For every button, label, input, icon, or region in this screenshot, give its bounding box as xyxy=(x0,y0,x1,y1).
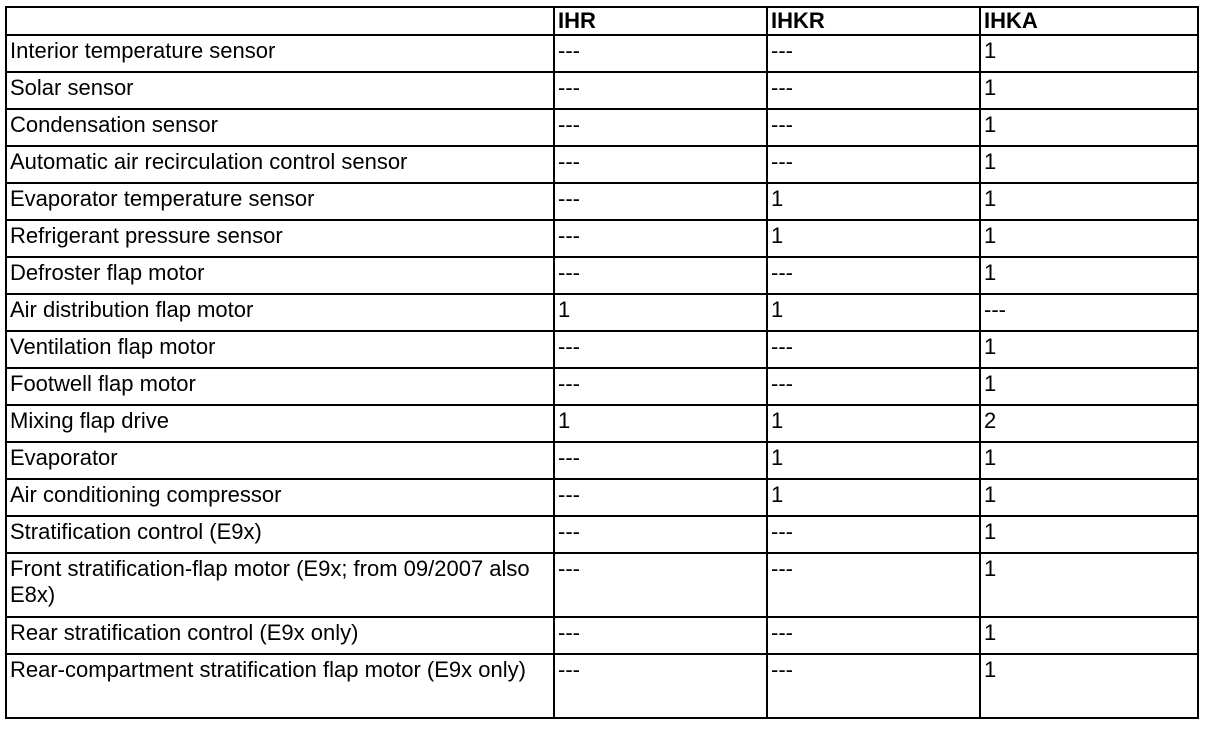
ihr-cell: --- xyxy=(554,257,767,294)
ihr-cell: --- xyxy=(554,516,767,553)
component-name-cell: Mixing flap drive xyxy=(6,405,554,442)
ihkr-cell: --- xyxy=(767,72,980,109)
table-row xyxy=(6,479,1198,516)
ihkr-cell: 1 xyxy=(767,294,980,331)
ihr-cell: --- xyxy=(554,109,767,146)
header-cell-ihkr: IHKR xyxy=(767,7,980,35)
ihka-cell: 1 xyxy=(980,331,1198,368)
component-name-cell: Air conditioning compressor xyxy=(6,479,554,516)
ihka-cell: 1 xyxy=(980,368,1198,405)
ihr-cell: --- xyxy=(554,617,767,654)
component-name-cell: Evaporator temperature sensor xyxy=(6,183,554,220)
ihr-cell: --- xyxy=(554,35,767,72)
ihkr-cell: 1 xyxy=(767,479,980,516)
ihka-cell: 1 xyxy=(980,257,1198,294)
ihkr-cell: --- xyxy=(767,654,980,718)
component-name-cell: Condensation sensor xyxy=(6,109,554,146)
table-row xyxy=(6,220,1198,257)
table-row xyxy=(6,294,1198,331)
ihka-cell: 1 xyxy=(980,109,1198,146)
ihkr-cell: --- xyxy=(767,331,980,368)
ihr-cell: --- xyxy=(554,331,767,368)
ihkr-cell: --- xyxy=(767,516,980,553)
ihka-cell: 1 xyxy=(980,35,1198,72)
ihr-cell: --- xyxy=(554,146,767,183)
table-row xyxy=(6,183,1198,220)
component-name-cell: Ventilation flap motor xyxy=(6,331,554,368)
ihkr-cell: 1 xyxy=(767,442,980,479)
ihr-cell: --- xyxy=(554,553,767,617)
ihka-cell: 1 xyxy=(980,617,1198,654)
table-row xyxy=(6,331,1198,368)
component-name-cell: Front stratification-flap motor (E9x; from 09/2007 also E8x) xyxy=(6,553,554,617)
header-cell-ihka: IHKA xyxy=(980,7,1198,35)
ihr-cell: --- xyxy=(554,183,767,220)
ihr-cell: 1 xyxy=(554,405,767,442)
ihr-cell: --- xyxy=(554,220,767,257)
component-name-cell: Interior temperature sensor xyxy=(6,35,554,72)
component-name-cell: Solar sensor xyxy=(6,72,554,109)
ihka-cell: 1 xyxy=(980,220,1198,257)
ihka-cell: 1 xyxy=(980,553,1198,617)
ihka-cell: 1 xyxy=(980,183,1198,220)
table-row xyxy=(6,109,1198,146)
table-row xyxy=(6,442,1198,479)
component-name-cell: Refrigerant pressure sensor xyxy=(6,220,554,257)
table-row xyxy=(6,368,1198,405)
component-name-cell: Rear stratification control (E9x only) xyxy=(6,617,554,654)
ihr-cell: --- xyxy=(554,72,767,109)
header-cell-ihr: IHR xyxy=(554,7,767,35)
ihkr-cell: 1 xyxy=(767,220,980,257)
component-name-cell: Stratification control (E9x) xyxy=(6,516,554,553)
ihr-cell: --- xyxy=(554,442,767,479)
table-row xyxy=(6,72,1198,109)
table-row xyxy=(6,257,1198,294)
component-name-cell: Automatic air recirculation control sensor xyxy=(6,146,554,183)
ihkr-cell: --- xyxy=(767,35,980,72)
table-row xyxy=(6,617,1198,654)
table-row xyxy=(6,35,1198,72)
ihka-cell: 1 xyxy=(980,146,1198,183)
ihr-cell: --- xyxy=(554,654,767,718)
ihkr-cell: --- xyxy=(767,617,980,654)
ihkr-cell: --- xyxy=(767,109,980,146)
ihka-cell: --- xyxy=(980,294,1198,331)
ihka-cell: 2 xyxy=(980,405,1198,442)
ihka-cell: 1 xyxy=(980,479,1198,516)
table-row xyxy=(6,405,1198,442)
ihkr-cell: 1 xyxy=(767,405,980,442)
ihka-cell: 1 xyxy=(980,72,1198,109)
component-name-cell: Air distribution flap motor xyxy=(6,294,554,331)
component-name-cell: Rear-compartment stratification flap motor (E9x only) xyxy=(6,654,554,718)
ihkr-cell: --- xyxy=(767,368,980,405)
ihka-cell: 1 xyxy=(980,516,1198,553)
component-name-cell: Footwell flap motor xyxy=(6,368,554,405)
ihka-cell: 1 xyxy=(980,442,1198,479)
table-row xyxy=(6,654,1198,718)
ihkr-cell: 1 xyxy=(767,183,980,220)
table-row xyxy=(6,516,1198,553)
ihr-cell: --- xyxy=(554,368,767,405)
header-row xyxy=(6,7,1198,35)
table-row xyxy=(6,146,1198,183)
table-row xyxy=(6,553,1198,617)
component-name-cell: Defroster flap motor xyxy=(6,257,554,294)
component-table xyxy=(5,6,1199,719)
ihkr-cell: --- xyxy=(767,257,980,294)
ihr-cell: --- xyxy=(554,479,767,516)
ihr-cell: 1 xyxy=(554,294,767,331)
component-name-cell: Evaporator xyxy=(6,442,554,479)
ihkr-cell: --- xyxy=(767,146,980,183)
ihkr-cell: --- xyxy=(767,553,980,617)
component-table-container xyxy=(5,6,1199,719)
header-cell-component xyxy=(6,7,554,35)
ihka-cell: 1 xyxy=(980,654,1198,718)
